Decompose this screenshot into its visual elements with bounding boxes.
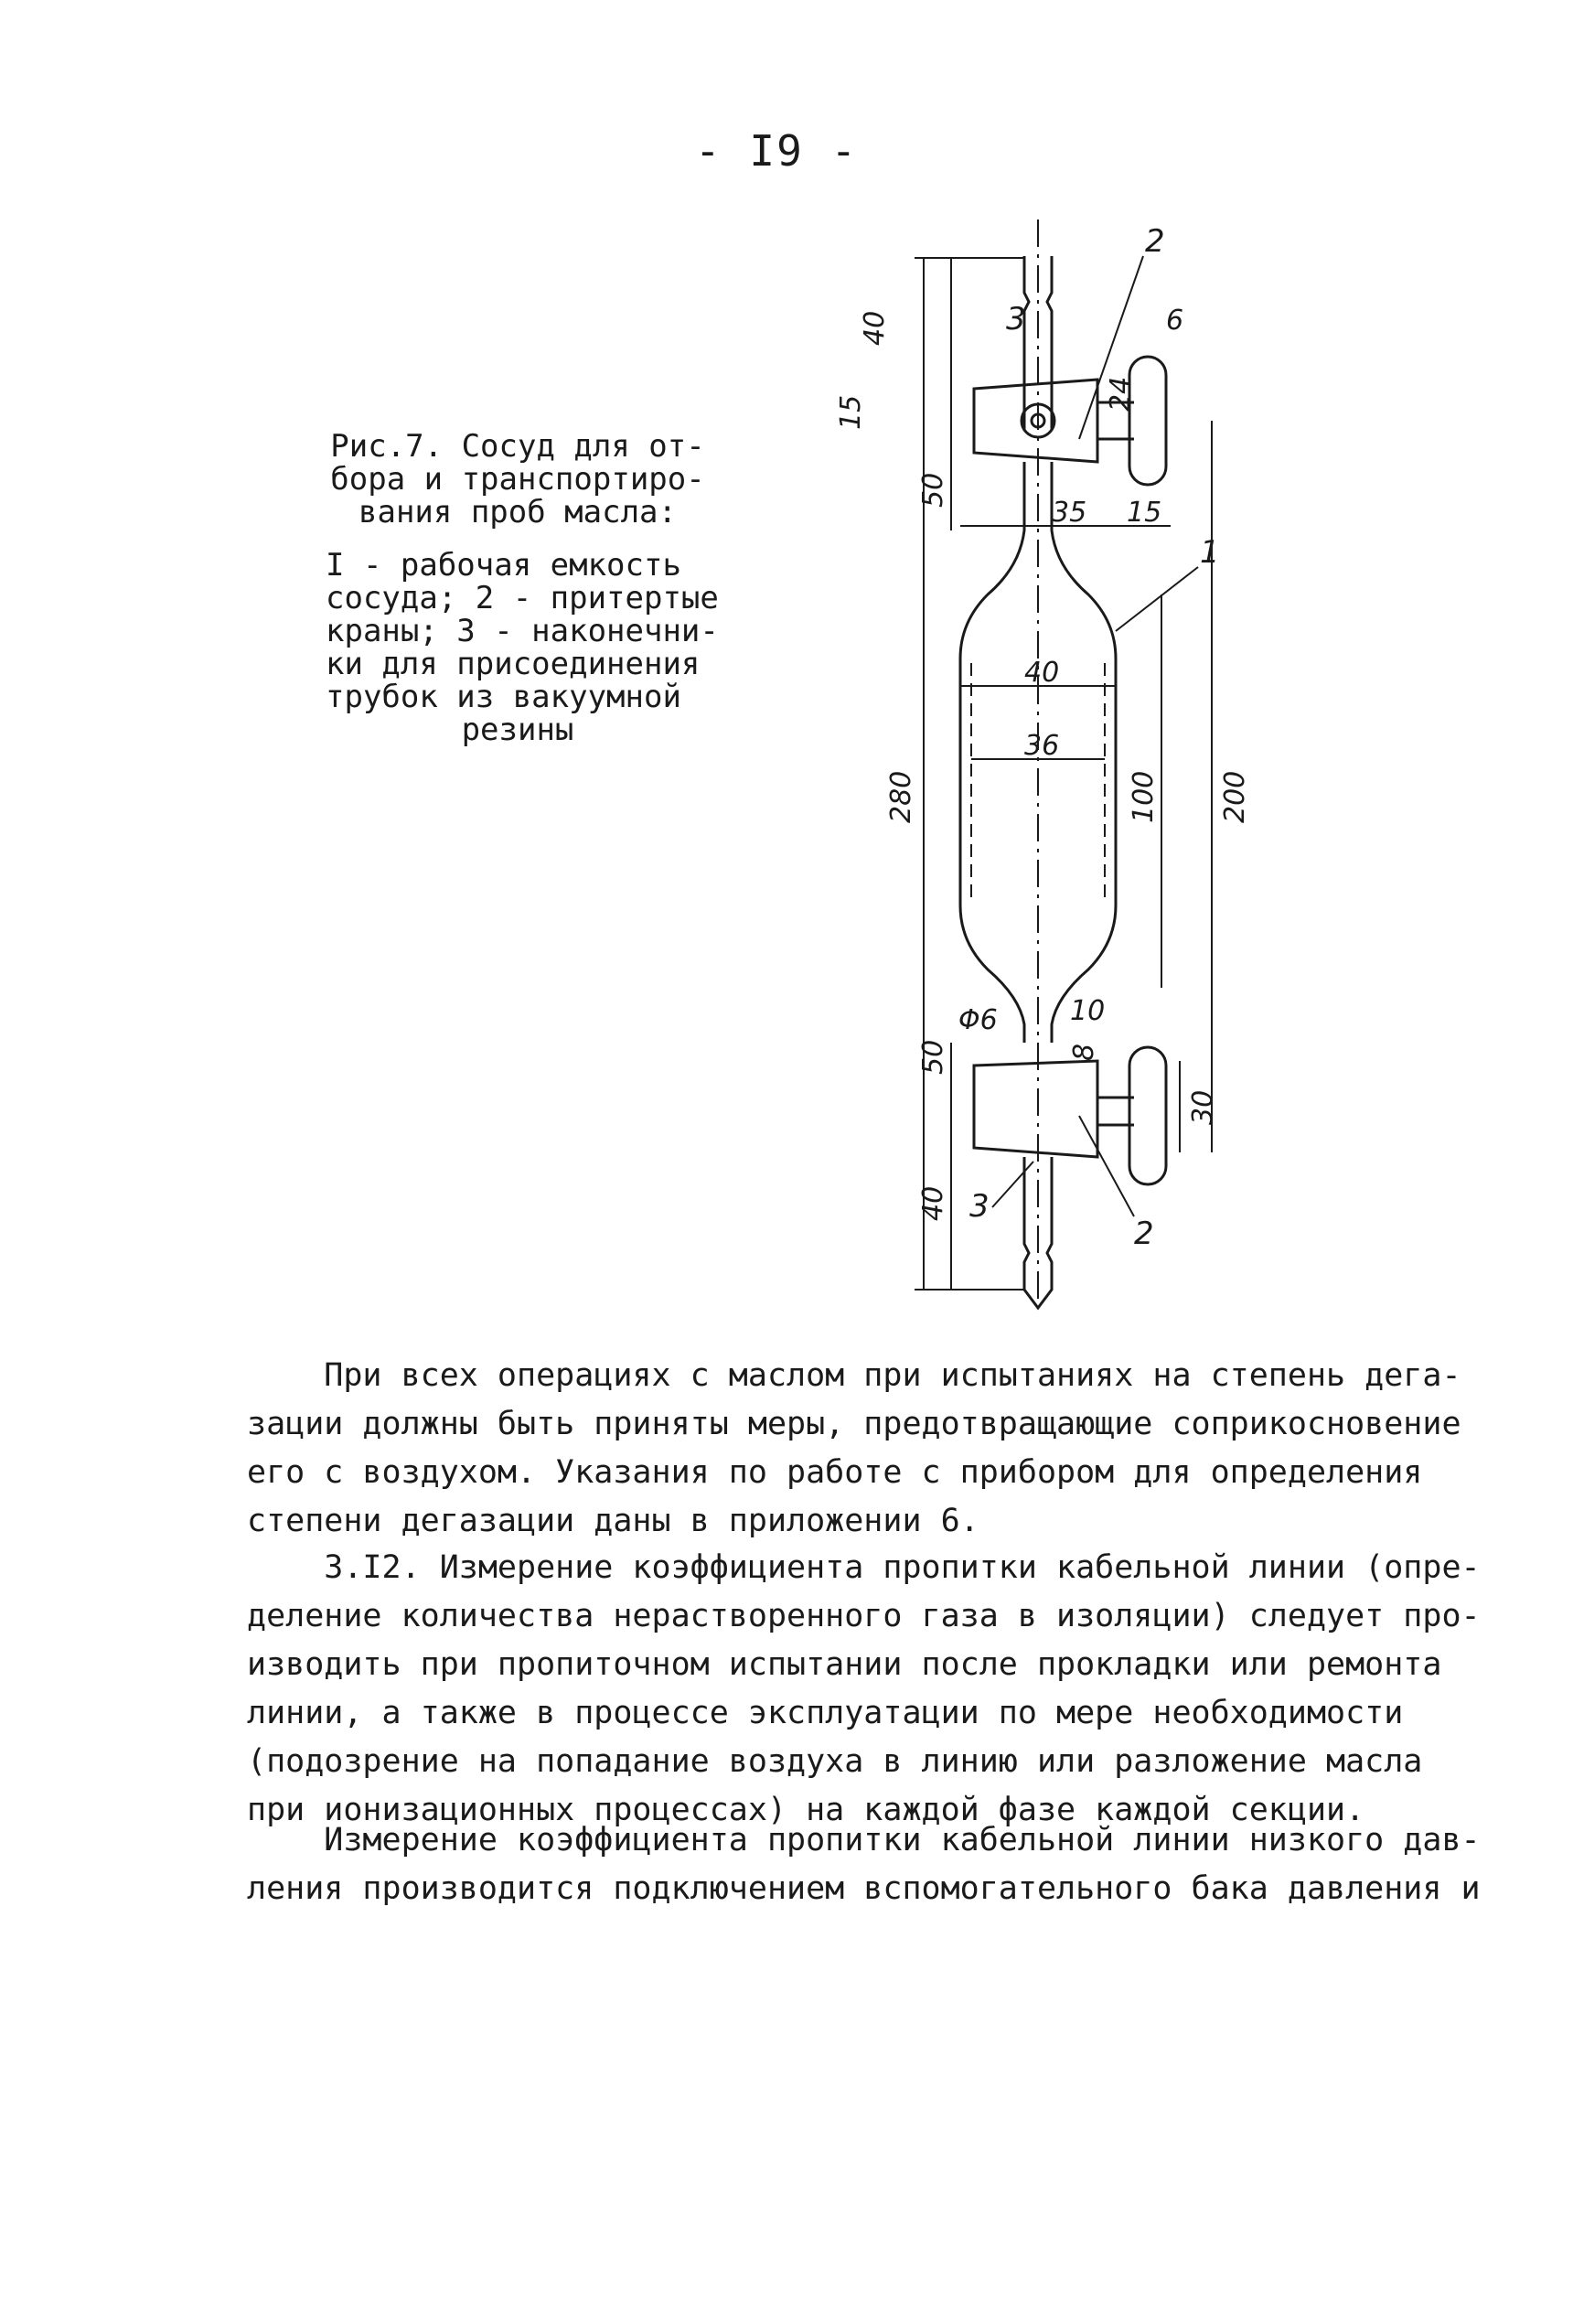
dim-bottom-gap: 8	[1068, 1043, 1100, 1061]
paragraph-3-12	[247, 1544, 1481, 1835]
dim-bottom-handle: 30	[1187, 1089, 1219, 1125]
text-line: линии, а также в процессе эксплуатации по мере необходимости	[247, 1695, 1404, 1731]
caption-desc-line: трубок из вакуумной	[326, 679, 681, 715]
text-line: (подозрение на попадание воздуха в линию или разложение масла	[247, 1743, 1423, 1780]
caption-desc-line: I - рабочая емкость	[326, 547, 681, 584]
text-line: При всех операциях с маслом при испытаниях на степень дега-	[247, 1357, 1461, 1394]
dim-bottom-tip: 40	[917, 1185, 949, 1221]
caption-title-line: Рис.7. Сосуд для от-	[330, 428, 705, 465]
caption-desc-line: резины	[461, 712, 574, 748]
text-line: ления производится подключением вспомогательного бака давления и	[247, 1870, 1481, 1907]
dim-bottom-neck-outer: 10	[1070, 995, 1106, 1027]
dim-tap-to-body: 50	[917, 472, 949, 508]
dim-tap-width: 35	[1052, 497, 1087, 529]
part-label-3-bottom: 3	[969, 1188, 990, 1225]
caption-title-line: вания проб масла:	[358, 494, 677, 530]
caption-title-line: бора и транспортиро-	[330, 461, 705, 498]
dim-bottom-neck: Φ6	[958, 1004, 998, 1036]
paragraph-degassing	[247, 1352, 1461, 1546]
dim-handle-height: 24	[1105, 376, 1137, 412]
vessel-drawing	[835, 220, 1262, 1317]
dim-handle-top: 6	[1166, 305, 1184, 337]
text-line: деление количества нерастворенного газа в изоляции) следует про-	[247, 1598, 1481, 1634]
dim-total-length: 280	[885, 770, 917, 823]
dim-outer-diameter: 40	[1024, 657, 1060, 689]
text-line: его с воздухом. Указания по работе с прибором для определения	[247, 1454, 1423, 1491]
dim-handle-offset: 15	[1127, 497, 1162, 529]
figure-legend	[326, 547, 719, 748]
caption-desc-line: краны; 3 - наконечни-	[326, 613, 719, 649]
part-label-2-top: 2	[1145, 223, 1165, 260]
text-line: изводить при пропиточном испытании после прокладки или ремонта	[247, 1646, 1442, 1683]
dim-tap-span: 200	[1219, 770, 1251, 823]
dim-inner-diameter: 36	[1024, 730, 1060, 762]
text-line: степени дегазации даны в приложении 6.	[247, 1503, 979, 1539]
part-label-2-bottom: 2	[1134, 1216, 1154, 1252]
part-label-1: 1	[1200, 534, 1220, 571]
paragraph-low-pressure	[247, 1816, 1481, 1913]
figure-caption	[326, 428, 719, 748]
part-label-3-top: 3	[1006, 301, 1026, 337]
dim-top-tip: 40	[859, 310, 891, 346]
dim-body-length: 100	[1128, 770, 1160, 823]
page-number: - I9 -	[695, 126, 859, 176]
caption-desc-line: сосуда; 2 - притертые	[326, 580, 719, 616]
text-line: зации должны быть приняты меры, предотвращающие соприкосновение	[247, 1406, 1461, 1442]
text-line: при ионизационных процессах) на каждой фазе каждой секции.	[247, 1792, 1365, 1828]
text-line: 3.I2. Измерение коэффициента пропитки кабельной линии (опре-	[247, 1549, 1481, 1586]
dim-tap-height-left: 15	[835, 394, 867, 430]
figure-title	[326, 430, 710, 529]
caption-desc-line: ки для присоединения	[326, 646, 701, 682]
dim-bottom-tap-to-body: 50	[917, 1039, 949, 1075]
text-line: Измерение коэффициента пропитки кабельной линии низкого дав-	[247, 1822, 1481, 1858]
